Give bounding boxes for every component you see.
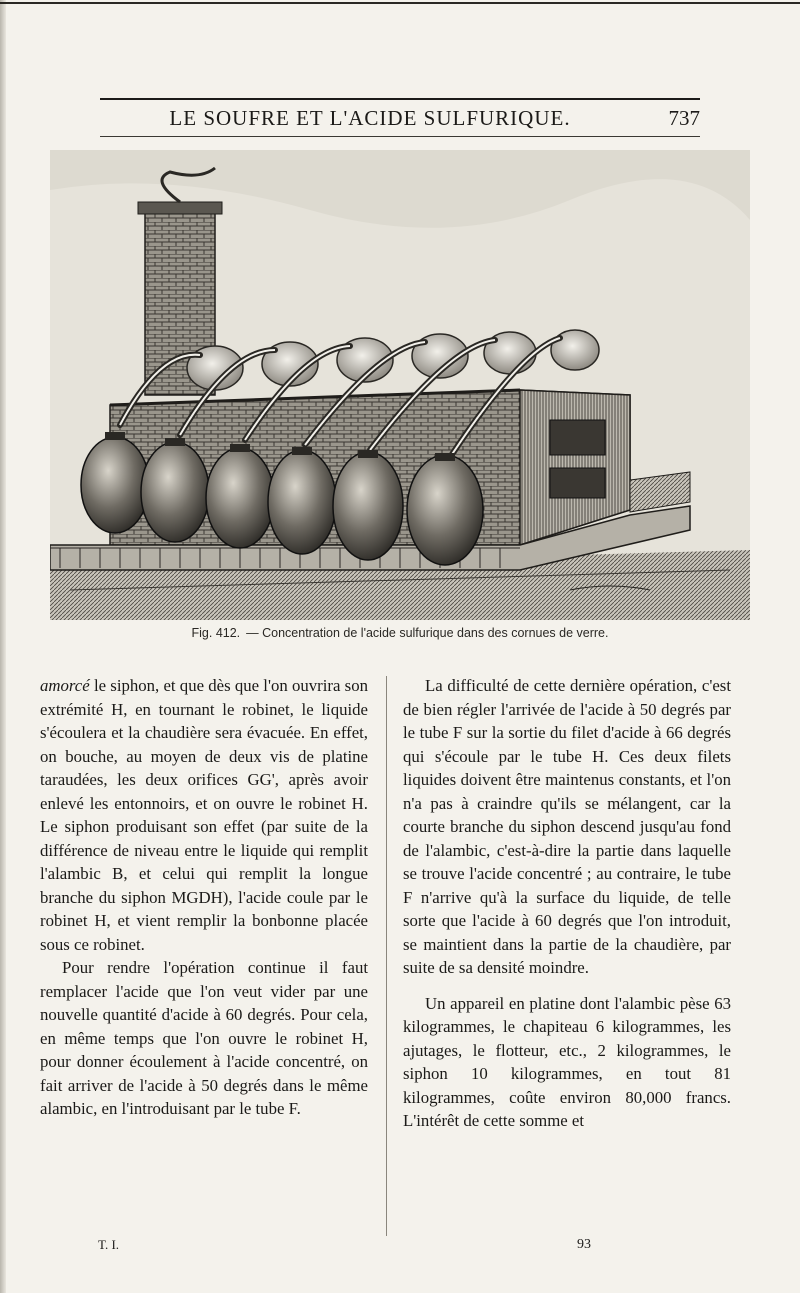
paragraph: Un appareil en platine dont l'alambic pèse 63 kilogrammes, le chapiteau 6 kilogrammes, les ajutages, le flotteur, etc., 2 kilogrammes, le siphon 10 kilogrammes, en tout 81 kilogrammes, coûte environ 80,000 francs. L'intérêt de cette somme et	[403, 993, 731, 1130]
paragraph: La difficulté de cette dernière opération, c'est de bien régler l'arrivée de l'acide à 50 degrés par le tube F sur la sortie du filet d'acide à 66 degrés qui s'écoule par le tube H. Ces deux filets liquides doivent être maintenus constants, et l'on n'a pas à craindre qu'ils se mélangent, car la courte branche du siphon descend jusqu'au fond de l'alambic, c'est-à-dire la partie dans laquelle se trouve l'acide concentré ; au contraire, le tube F n'arrive qu'à la surface du liquide, de telle sorte que l'acide à 60 degrés que l'on introduit, se maintient dans la partie de la chaudière, par suite de sa densité moindre.	[403, 676, 731, 977]
paragraph-text: Pour rendre l'opération continue il faut remplacer l'acide que l'on veut vider par une nouvelle quantité d'acide à 60 degrés. Pour cela, en même temps que l'on ouvre le robinet H, pour donner écoulement à l'acide concentré, on fait arriver de l'acide à 50 degrés dans le même alambic, en l'introduisant par le tube F.	[40, 958, 368, 1118]
figure-caption-text: — Concentration de l'acide sulfurique dans des cornues de verre.	[246, 626, 609, 640]
figure-number: Fig. 412.	[191, 626, 241, 640]
running-header	[100, 98, 700, 138]
retort-furnace-illustration	[50, 150, 750, 620]
paragraph	[40, 956, 368, 1121]
figure-caption	[0, 626, 800, 640]
right-text-column	[403, 674, 731, 1133]
top-edge-rule	[0, 2, 800, 4]
left-text-column	[40, 674, 368, 1121]
page-number: 737	[668, 106, 700, 130]
paragraph-text: le siphon, et que dès que l'on ouvrira son extrémité H, en tournant le robinet, le liquide s'écoulera et la chaudière sera évacuée. En effet, on bouche, au moyen de deux vis de platine taraudées, les deux orifices GG', après avoir enlevé les entonnoirs, et on ouvre le robinet H. Le siphon produisant son effet (par suite de la différence de niveau entre le liquide qui remplit l'alambic B, et celui qui remplit la longue branche du siphon MGDH), l'acide coule par le robinet H, et vient remplir la bonbonne placée sous ce robinet.	[40, 676, 368, 954]
engraving-figure	[50, 150, 750, 620]
page-binding-edge	[0, 0, 6, 1293]
volume-mark: T. I.	[98, 1237, 120, 1252]
paragraph	[40, 674, 368, 956]
header-rule-bottom	[100, 136, 700, 137]
column-divider	[386, 676, 387, 1236]
signature-number: 93	[577, 1237, 591, 1252]
running-title: LE SOUFRE ET L'ACIDE SULFURIQUE.	[169, 106, 571, 130]
header-rule	[100, 98, 700, 100]
paragraph-lead-word: amorcé	[40, 676, 90, 695]
